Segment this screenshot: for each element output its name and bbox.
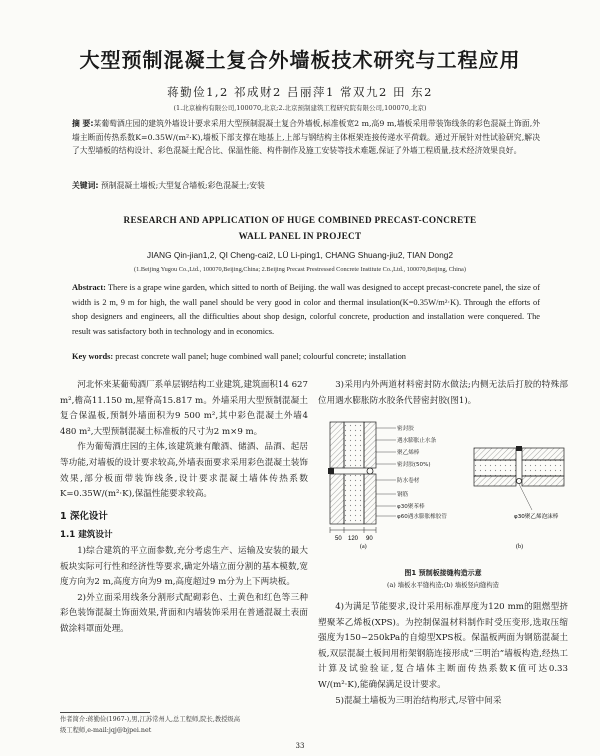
keywords-cn xyxy=(72,180,540,191)
affiliation-en: (1.Beijing Yugou Co.,Ltd., 100070,Beijing,China; 2.Beijing Precast Prestressed Concrete Institute Co.,Ltd., 100070,Beijing, China) xyxy=(134,266,466,273)
panel-b-right-inner xyxy=(522,476,564,486)
right-para-1: 3)采用内外两道材料密封防水做法;内侧无法后打胶的特殊部位用遇水膨胀防水胶条代替密封胶(图1)。 xyxy=(318,380,568,406)
sealant-mark xyxy=(328,468,334,474)
left-column xyxy=(60,378,308,638)
footnote-rule xyxy=(60,712,150,713)
subsection-heading-1-1: 1.1 建筑设计 xyxy=(60,530,113,541)
fig-sublabel-b: (b) xyxy=(516,544,523,550)
author-footnote xyxy=(60,714,310,736)
fig-label-pe-foam-rod: φ30聚乙烯泡沫棒 xyxy=(514,514,559,520)
footnote-line-2: 级工程师,e-mail:jqj@bjpei.net xyxy=(60,727,152,734)
fig-sublabel-a: (a) xyxy=(360,544,367,550)
fig-label-pe-rod: 聚乙烯棒 xyxy=(397,450,420,456)
panel-b-left-outer xyxy=(474,448,516,460)
keywords-cn-label: 关键词: xyxy=(72,181,99,190)
authors-en: JIANG Qin-jian1,2, QI Cheng-cai2, LÜ Li-ping1, CHANG Shuang-jiu2, TIAN Dong2 xyxy=(146,250,454,260)
left-para-3: 1)综合建筑的平立面参数,充分考虑生产、运输及安装的最大板块实际可行性和经济性等要求,确定外墙立面分割的基本模数,宽度方向为2 m,高度方向为9 m,高度超过9 m分为上下两块板。 xyxy=(60,545,308,588)
right-para-2: 4)为满足节能要求,设计采用标准厚度为120 mm的阻燃型挤塑聚苯乙烯板(XPS)。为控制保温材料制作时受压变形,选取压缩强度为150~250kPa的自熄型XPS板。保温板两面为钢筋混凝土板,双层混凝土板间用桁架钢筋连接形成“三明治”墙板构造,经热工计算及试验验证,复合墙体主断面传热系数K值可达0.33 W/(m²·K),能确保满足设计要求。 xyxy=(318,602,568,690)
abstract-cn-label: 摘 要: xyxy=(72,119,94,128)
lower-panel-outer-layer xyxy=(330,474,344,524)
upper-panel-inner-layer xyxy=(364,422,376,468)
panel-b-left-inner xyxy=(474,476,516,486)
keywords-en-text: precast concrete wall panel; huge combined wall panel; colourful concrete; installation xyxy=(115,352,406,361)
panel-b-sealant-mark xyxy=(516,446,522,451)
panel-b-right-outer xyxy=(522,448,564,460)
fig-label-eps-rod: φ30聚苯棒 xyxy=(397,504,425,510)
right-column-top xyxy=(318,378,568,409)
fig-label-rubber-tube: φ60遇水膨胀橡胶管 xyxy=(397,514,447,520)
abstract-cn xyxy=(72,117,540,158)
upper-panel-outer-layer xyxy=(330,422,344,468)
section-heading-1: 1 深化设计 xyxy=(60,510,108,522)
fig-label-sealant: 密封胶 xyxy=(397,426,414,432)
figure-caption: 图1 预制板接缝构造示意 xyxy=(404,569,482,577)
paper-title-cn: 大型预制混凝土复合外墙板技术研究与工程应用 xyxy=(79,48,521,72)
backer-rod-mark xyxy=(367,468,373,474)
dim-label-2: 120 xyxy=(348,536,359,542)
lower-panel-inner-layer xyxy=(364,474,376,524)
left-para-1: 河北怀来某葡萄酒厂系单层钢结构工业建筑,建筑面积14 627 m²,檐高11.150 m,屋脊高15.817 m。外墙采用大型预制混凝土复合保温板,预制外墙面积为9 500 m²,其中彩色混凝土外墙4 480 m²,大型预制混凝土标准板的尺寸为2 m×9 m。 xyxy=(60,380,308,437)
abstract-en-text: There is a grape wine garden, which sitted to north of Beijing. the wall was designed to accept precast-concrete panel, the size of width is 2 m, 9 m for high, the wall panel should be very good in color and thermal insulation(K=0.35W/m²·K). Through the efforts of shop designers and engineers, all the difficulties about shop design, colorful concrete, production and installation were conquered. The result was satisfactory both in technology and in economics. xyxy=(72,283,540,336)
abstract-en xyxy=(72,281,540,339)
paper-title-en xyxy=(0,212,600,244)
page-number: 33 xyxy=(295,742,305,750)
upper-panel-insulation xyxy=(344,422,364,468)
panel-b-rod-mark xyxy=(516,478,521,483)
figure-subcaption: (a) 墙板水平缝构造;(b) 墙板竖向缝构造 xyxy=(387,582,499,589)
left-para-4: 2)外立面采用线条分割形式配砌彩色、土黄色和红色等三种彩色装饰混凝土饰面效果,背面和内墙装饰采用在普通混凝土表面做涂料罩面处理。 xyxy=(60,592,308,634)
authors-cn: 蒋勤俭1,2 祁成财2 吕丽萍1 常双九2 田 东2 xyxy=(167,85,433,99)
fig-label-sealant-50: 密封胶(50%) xyxy=(397,462,431,468)
dim-label-3: 90 xyxy=(366,536,373,542)
right-column-bottom xyxy=(318,600,568,709)
fig-label-rebar: 钢筋 xyxy=(397,492,409,498)
left-para-2: 作为葡萄酒庄园的主体,该建筑兼有酿酒、储酒、品酒、起居等功能,对墙板的设计要求较高,外墙表面要求采用彩色混凝土装饰效果,部分板面带装饰线条,设计要求混凝土墙体传热系数K=0.35W/(m²·K),保温性能要求较高。 xyxy=(60,442,308,500)
abstract-en-label: Abstract: xyxy=(72,283,106,292)
keywords-en-label: Key words: xyxy=(72,352,114,361)
affiliation-cn: (1.北京榆构有限公司,100070,北京;2.北京预制建筑工程研究院有限公司,100070,北京) xyxy=(173,104,427,112)
paper-title-en-line2: WALL PANEL IN PROJECT xyxy=(238,231,362,241)
keywords-cn-text: 预制混凝土墙板;大型复合墙板;彩色混凝土;安装 xyxy=(101,181,265,190)
panel-b-left-insulation xyxy=(474,460,516,476)
right-para-3: 5)混凝土墙板为三明治结构形式,尽管中间采 xyxy=(335,695,502,706)
lower-panel-insulation xyxy=(344,474,364,524)
keywords-en xyxy=(72,352,540,361)
footnote-line-1: 作者简介:蒋勤俭(1967-),男,江苏常州人,总工程师,院长,教授级高 xyxy=(60,716,241,723)
fig-label-membrane: 防水卷材 xyxy=(397,478,420,484)
panel-b-right-insulation xyxy=(522,460,564,476)
fig-label-swelling-strip: 遇水膨胀止水条 xyxy=(397,438,437,444)
abstract-cn-text: 某葡萄酒庄园的建筑外墙设计要求采用大型预制混凝土复合外墙板,标准板宽2 m,高9 m,墙板采用带装饰线条的彩色混凝土饰面,外墙主断面传热系数K=0.35W/(m²·K),墙板下部支撑在地基上,上部与钢结构主体框架连接传递水平荷载。通过开展针对性试验研究,解决了大型墙板的结构设计、彩色混凝土配合比、保温性能、构件制作及施工安装等技术难题,保证了外墙工程质量,技术经济效果良好。 xyxy=(72,119,540,155)
joint-detail-figure xyxy=(318,418,568,550)
paper-title-en-line1: RESEARCH AND APPLICATION OF HUGE COMBINED PRECAST-CONCRETE xyxy=(123,215,477,225)
dim-label-1: 50 xyxy=(335,536,342,542)
